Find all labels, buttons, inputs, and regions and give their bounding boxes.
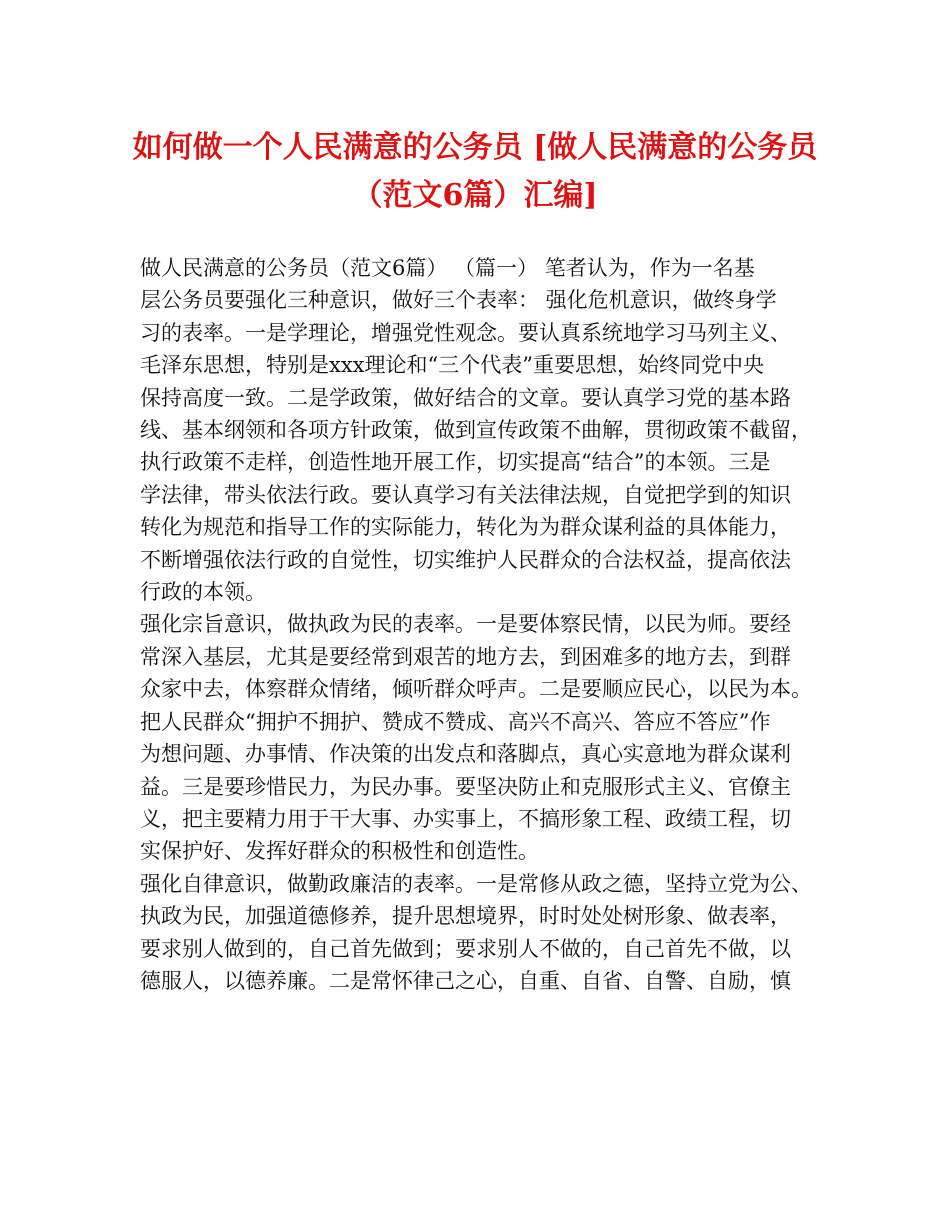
body-line: 毛泽东思想，特别是xxx理论和“三个代表”重要思想，始终同党中央 — [140, 353, 764, 378]
body-line: 德服人，以德养廉。二是常怀律己之心，自重、自省、自警、自励，慎 — [140, 968, 791, 993]
body-line: 强化宗旨意识，做执政为民的表率。一是要体察民情，以民为师。要经 — [140, 612, 791, 637]
title-line: 如何做一个人民满意的公务员 [做人民满意的公务员 — [132, 130, 818, 165]
body-line: 众家中去，体察群众情绪，倾听群众呼声。二是要顺应民心，以民为本。 — [140, 677, 812, 702]
body-line: 保持高度一致。二是学政策，做好结合的文章。要认真学习党的基本路 — [140, 385, 791, 410]
body-line: 为想问题、办事情、作决策的出发点和落脚点，真心实意地为群众谋利 — [140, 742, 791, 767]
body-line: 实保护好、发挥好群众的积极性和创造性。 — [140, 839, 539, 864]
body-line: 执政为民，加强道德修养，提升思想境界，时时处处树形象、做表率， — [140, 904, 791, 929]
body-line: 行政的本领。 — [140, 580, 266, 605]
body-line: 要求别人做到的，自己首先做到；要求别人不做的，自己首先不做，以 — [140, 936, 791, 961]
body-line: 习的表率。一是学理论，增强党性观念。要认真系统地学习马列主义、 — [140, 320, 791, 345]
body-line: 把人民群众“拥护不拥护、赞成不赞成、高兴不高兴、答应不答应”作 — [140, 709, 771, 734]
document-body — [140, 252, 830, 997]
title-line: （范文6篇）汇编] — [352, 178, 598, 213]
body-line: 转化为规范和指导工作的实际能力，转化为为群众谋利益的具体能力， — [140, 515, 791, 540]
body-line: 执行政策不走样，创造性地开展工作，切实提高“结合”的本领。三是 — [140, 450, 771, 475]
body-line: 层公务员要强化三种意识，做好三个表率： 强化危机意识，做终身学 — [140, 288, 777, 313]
body-line: 常深入基层，尤其是要经常到艰苦的地方去，到困难多的地方去，到群 — [140, 644, 791, 669]
body-line: 线、基本纲领和各项方针政策，做到宣传政策不曲解，贯彻政策不截留， — [140, 418, 812, 443]
body-line: 不断增强依法行政的自觉性，切实维护人民群众的合法权益，提高依法 — [140, 547, 791, 572]
body-line: 强化自律意识，做勤政廉洁的表率。一是常修从政之德，坚持立党为公、 — [140, 871, 812, 896]
document-title — [120, 124, 830, 220]
body-line: 益。三是要珍惜民力，为民办事。要坚决防止和克服形式主义、官僚主 — [140, 774, 791, 799]
body-line: 做人民满意的公务员（范文6篇） （篇一） 笔者认为，作为一名基 — [140, 256, 755, 280]
body-line: 学法律，带头依法行政。要认真学习有关法律法规，自觉把学到的知识 — [140, 482, 791, 507]
body-line: 义，把主要精力用于干大事、办实事上，不搞形象工程、政绩工程，切 — [140, 806, 791, 831]
